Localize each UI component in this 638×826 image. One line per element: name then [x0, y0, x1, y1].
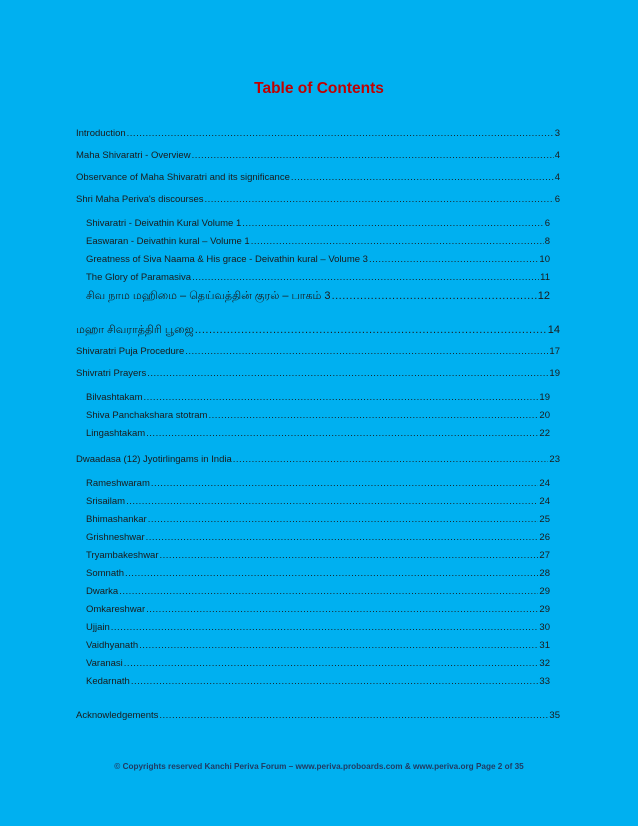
- toc-dot-leader: [139, 640, 538, 651]
- toc-entry-label: Introduction: [76, 128, 126, 139]
- toc-dot-leader: [146, 532, 539, 543]
- toc-entry-page: 33: [539, 676, 550, 687]
- toc-entry-label: Omkareshwar: [86, 604, 146, 615]
- toc-dot-leader: [125, 568, 538, 579]
- toc-entry-page: 25: [539, 514, 550, 525]
- toc-entry[interactable]: [86, 622, 550, 633]
- toc-entry-label: Grishneshwar: [86, 532, 145, 543]
- toc-entry[interactable]: [76, 172, 560, 183]
- toc-entry[interactable]: [86, 586, 550, 597]
- toc-dot-leader: [147, 368, 548, 379]
- toc-entry-label: Dwarka: [86, 586, 119, 597]
- toc-entry[interactable]: [76, 710, 560, 721]
- toc-dot-leader: [251, 236, 544, 247]
- toc-entry-page: 28: [539, 568, 550, 579]
- toc-entry[interactable]: [86, 640, 550, 651]
- toc-entry-page: 19: [539, 392, 550, 403]
- toc-entry-label: Maha Shivaratri - Overview: [76, 150, 191, 161]
- table-of-contents: [76, 0, 560, 826]
- toc-entry-page: 6: [544, 218, 550, 229]
- toc-entry-label: Shivaratri - Deivathin Kural Volume 1: [86, 218, 242, 229]
- toc-entry-page: 23: [549, 454, 560, 465]
- toc-entry[interactable]: [86, 658, 550, 669]
- toc-entry-page: 19: [549, 368, 560, 379]
- toc-dot-leader: [192, 150, 554, 161]
- toc-entry-page: 20: [539, 410, 550, 421]
- page-title: Table of Contents: [254, 80, 384, 97]
- toc-dot-leader: [127, 128, 554, 139]
- page-footer: © Copyrights reserved Kanchi Periva Forum – www.periva.proboards.com & www.periva.org Page 2 of 35: [114, 762, 524, 771]
- toc-entry-label: Acknowledgements: [76, 710, 159, 721]
- toc-entry-label: Shri Maha Periva's discourses: [76, 194, 204, 205]
- toc-entry-page: 14: [547, 324, 560, 336]
- toc-entry[interactable]: [86, 218, 550, 229]
- toc-entry-page: 31: [539, 640, 550, 651]
- toc-entry-label: மஹா சிவராத்திரி பூஜை: [76, 324, 194, 336]
- toc-dot-leader: [242, 218, 543, 229]
- toc-entry-page: 29: [539, 604, 550, 615]
- toc-entry-page: 30: [539, 622, 550, 633]
- toc-entry-page: 4: [554, 150, 560, 161]
- toc-entry[interactable]: [76, 194, 560, 205]
- toc-entry-label: Bilvashtakam: [86, 392, 143, 403]
- toc-entry[interactable]: [76, 324, 560, 338]
- toc-entry-label: Somnath: [86, 568, 125, 579]
- toc-entry[interactable]: [86, 236, 550, 247]
- toc-dot-leader: [144, 392, 539, 403]
- toc-entry-page: 17: [549, 346, 560, 357]
- toc-entry-page: 32: [539, 658, 550, 669]
- toc-entry-label: Bhimashankar: [86, 514, 147, 525]
- toc-entry-label: Varanasi: [86, 658, 123, 669]
- toc-dot-leader: [160, 550, 539, 561]
- toc-entry-page: 29: [539, 586, 550, 597]
- toc-entry-page: 24: [539, 496, 550, 507]
- toc-entry[interactable]: [76, 454, 560, 465]
- toc-dot-leader: [119, 586, 538, 597]
- toc-entry[interactable]: [86, 532, 550, 543]
- toc-entry[interactable]: [86, 254, 550, 265]
- toc-dot-leader: [151, 478, 539, 489]
- toc-entry[interactable]: [86, 272, 550, 283]
- toc-entry-label: The Glory of Paramasiva: [86, 272, 192, 283]
- toc-dot-leader: [131, 676, 539, 687]
- toc-entry-page: 27: [539, 550, 550, 561]
- toc-dot-leader: [124, 658, 539, 669]
- toc-entry-page: 35: [549, 710, 560, 721]
- toc-entry-label: Lingashtakam: [86, 428, 146, 439]
- toc-entry[interactable]: [76, 128, 560, 139]
- toc-entry-label: சிவ நாம மஹிமை – தெய்வத்தின் குரல் – பாகம் 3: [86, 290, 331, 302]
- toc-dot-leader: [146, 604, 538, 615]
- toc-dot-leader: [233, 454, 549, 465]
- toc-entry-page: 11: [540, 272, 550, 283]
- toc-entry-label: Shivaratri Puja Procedure: [76, 346, 185, 357]
- toc-dot-leader: [192, 272, 539, 283]
- toc-dot-leader: [195, 324, 547, 336]
- toc-entry-label: Vaidhyanath: [86, 640, 139, 651]
- toc-dot-leader: [208, 410, 538, 421]
- toc-dot-leader: [159, 710, 548, 721]
- toc-entry[interactable]: [86, 478, 550, 489]
- toc-entry[interactable]: [86, 568, 550, 579]
- toc-entry[interactable]: [86, 604, 550, 615]
- toc-entry-page: 12: [537, 290, 550, 302]
- toc-entry-label: Shiva Panchakshara stotram: [86, 410, 208, 421]
- toc-entry-page: 4: [554, 172, 560, 183]
- toc-entry-page: 24: [539, 478, 550, 489]
- toc-entry[interactable]: [86, 290, 550, 304]
- toc-entry-page: 26: [539, 532, 550, 543]
- toc-entry-page: 6: [554, 194, 560, 205]
- toc-dot-leader: [291, 172, 554, 183]
- toc-entry-label: Tryambakeshwar: [86, 550, 159, 561]
- toc-entry-label: Greatness of Siva Naama & His grace - Deivathin kural – Volume 3: [86, 254, 368, 265]
- toc-entry[interactable]: [86, 496, 550, 507]
- toc-entry-page: 22: [539, 428, 550, 439]
- toc-entry-label: Srisailam: [86, 496, 126, 507]
- toc-entry[interactable]: [76, 150, 560, 161]
- toc-entry-label: Observance of Maha Shivaratri and its significance: [76, 172, 290, 183]
- toc-entry[interactable]: [86, 392, 550, 403]
- toc-dot-leader: [332, 290, 537, 302]
- toc-dot-leader: [185, 346, 548, 357]
- toc-entry[interactable]: [86, 550, 550, 561]
- toc-entry[interactable]: [86, 428, 550, 439]
- toc-entry[interactable]: [86, 514, 550, 525]
- toc-entry-label: Ujjain: [86, 622, 110, 633]
- toc-dot-leader: [126, 496, 538, 507]
- toc-entry-page: 3: [554, 128, 560, 139]
- toc-dot-leader: [146, 428, 538, 439]
- toc-entry-label: Shivratri Prayers: [76, 368, 147, 379]
- toc-dot-leader: [369, 254, 538, 265]
- toc-entry-page: 8: [544, 236, 550, 247]
- toc-entry[interactable]: [76, 368, 560, 379]
- toc-entry-label: Rameshwaram: [86, 478, 150, 489]
- toc-dot-leader: [204, 194, 553, 205]
- toc-dot-leader: [148, 514, 539, 525]
- toc-entry-label: Easwaran - Deivathin kural – Volume 1: [86, 236, 250, 247]
- toc-entry[interactable]: [86, 676, 550, 687]
- toc-dot-leader: [111, 622, 539, 633]
- toc-entry[interactable]: [86, 410, 550, 421]
- toc-entry-label: Kedarnath: [86, 676, 130, 687]
- toc-entry-page: 10: [539, 254, 550, 265]
- toc-entry[interactable]: [76, 346, 560, 357]
- toc-entry-label: Dwaadasa (12) Jyotirlingams in India: [76, 454, 232, 465]
